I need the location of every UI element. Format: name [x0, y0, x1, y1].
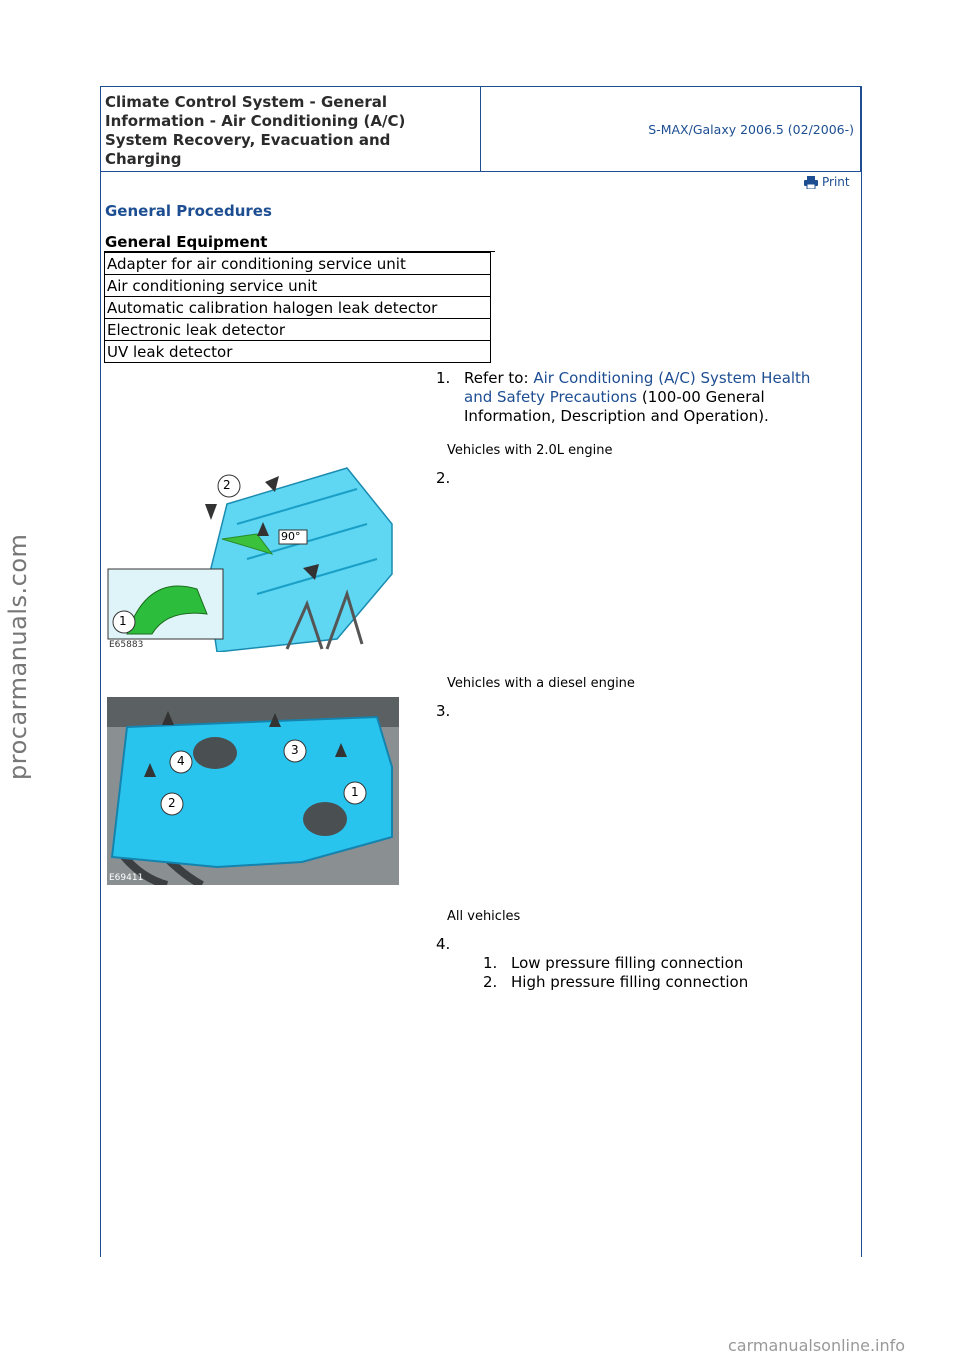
equipment-item: UV leak detector — [105, 341, 491, 363]
equipment-item: Automatic calibration halogen leak detector — [105, 297, 491, 319]
table-row — [105, 341, 491, 363]
printer-icon — [804, 176, 818, 189]
side-watermark: procarmanuals.com — [4, 533, 32, 780]
step-number: 2. — [436, 469, 451, 487]
list-number: 2. — [483, 973, 498, 991]
figure-code: E69411 — [109, 873, 144, 883]
document-title: Climate Control System - General Information - Air Conditioning (A/C) System Recovery, Evacuation and Charging — [105, 93, 406, 168]
callout-4: 4 — [177, 754, 185, 768]
list-number: 1. — [483, 954, 498, 972]
condition-label: Vehicles with 2.0L engine — [447, 443, 613, 458]
health-safety-link[interactable]: Air Conditioning (A/C) System Health and Safety Precautions — [464, 369, 811, 406]
table-row — [105, 319, 491, 341]
document-header — [100, 86, 861, 172]
refer-prefix: Refer to: — [464, 369, 534, 387]
header-title-cell — [101, 87, 481, 171]
callout-1: 1 — [119, 614, 127, 628]
equipment-table — [104, 252, 491, 363]
refer-suffix: (100-00 General Information, Description and Operation). — [464, 388, 769, 425]
equipment-title: General Equipment — [105, 233, 268, 251]
list-text: Low pressure filling connection — [511, 954, 744, 972]
callout-1: 1 — [351, 785, 359, 799]
footer-watermark: carmanualsonline.info — [728, 1336, 906, 1355]
equipment-item: Electronic leak detector — [105, 319, 491, 341]
step-number: 3. — [436, 702, 451, 720]
engine-figure-petrol[interactable] — [107, 464, 399, 652]
condition-label: Vehicles with a diesel engine — [447, 676, 635, 691]
callout-2: 2 — [168, 796, 176, 810]
figure-code: E65883 — [109, 640, 144, 650]
equipment-item: Air conditioning service unit — [105, 275, 491, 297]
step-number: 4. — [436, 935, 451, 953]
table-row — [105, 297, 491, 319]
step-text — [464, 369, 834, 426]
engine-figure-diesel[interactable] — [107, 697, 399, 885]
table-row — [105, 275, 491, 297]
callout-2: 2 — [223, 478, 231, 492]
step-number: 1. — [436, 369, 451, 387]
table-row — [105, 253, 491, 275]
model-label: S-MAX/Galaxy 2006.5 (02/2006-) — [648, 122, 854, 137]
callout-angle: 90° — [281, 530, 301, 543]
callout-3: 3 — [291, 743, 299, 757]
list-text: High pressure filling connection — [511, 973, 749, 991]
section-title: General Procedures — [105, 202, 272, 220]
print-button[interactable] — [804, 175, 850, 189]
equipment-item: Adapter for air conditioning service unit — [105, 253, 491, 275]
condition-label: All vehicles — [447, 909, 521, 924]
print-label: Print — [822, 175, 850, 189]
